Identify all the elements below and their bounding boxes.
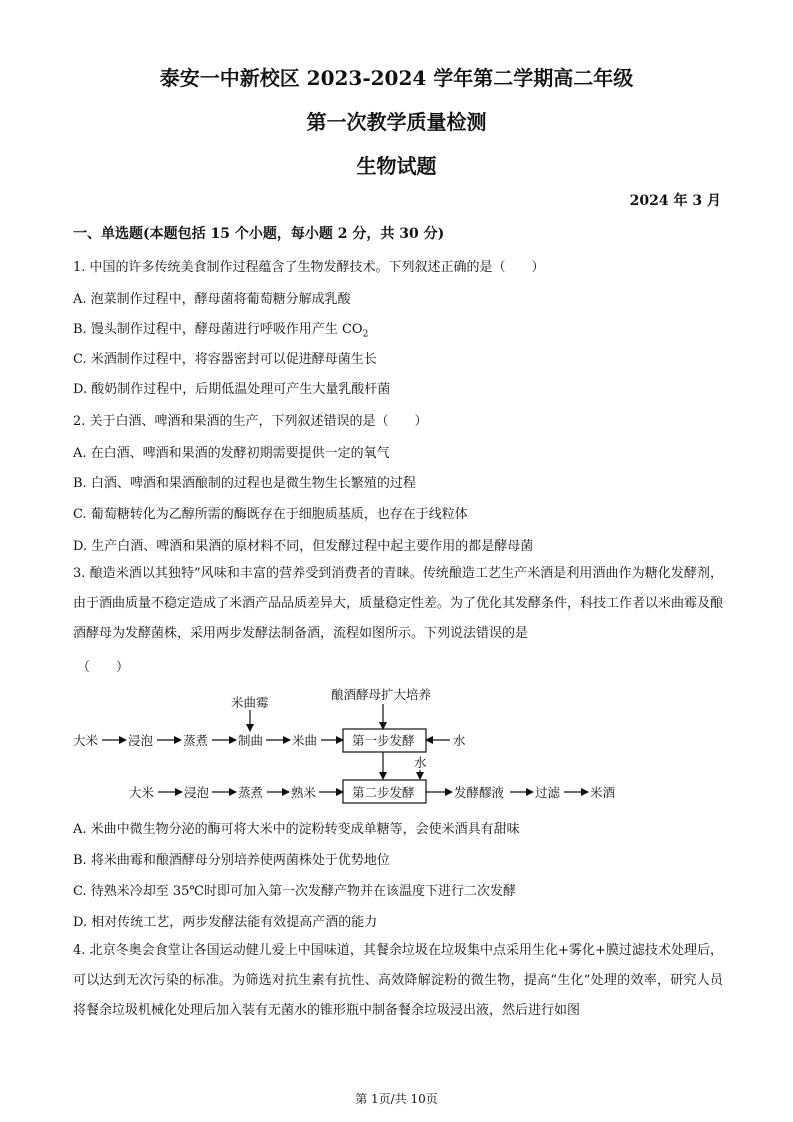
box-second-fermentation: 第二步发酵 [352,785,415,800]
question-3-option-c: C. 待熟米冷却至 35℃时即可加入第一次发酵产物并在该温度下进行二次发酵 [73,884,516,899]
question-3-option-b: B. 将米曲霉和酿酒酵母分别培养使两菌株处于优势地位 [73,853,390,868]
row2-step: 浸泡 [184,785,210,800]
row1-step: 浸泡 [128,733,154,748]
row2-step: 蒸煮 [238,785,264,800]
question-3-option-d: D. 相对传统工艺，两步发酵法能有效提高产酒的能力 [73,915,378,930]
question-2-option-a: A. 在白酒、啤酒和果酒的发酵初期需要提供一定的氧气 [73,446,390,461]
question-3-option-a: A. 米曲中微生物分泌的酶可将大米中的淀粉转变成单糖等，会使米酒具有甜味 [73,822,520,837]
exam-date: 2024 年 3 月 [629,193,721,209]
question-1-stem: 1. 中国的许多传统美食制作过程蕴含了生物发酵技术。下列叙述正确的是（ ） [73,260,545,275]
question-2-option-b: B. 白酒、啤酒和果酒酿制的过程也是微生物生长繁殖的过程 [73,476,416,491]
question-1-option-c: C. 米酒制作过程中，将容器密封可以促进酵母菌生长 [73,352,377,367]
question-1-option-a: A. 泡菜制作过程中，酵母菌将葡萄糖分解成乳酸 [73,292,351,307]
row1-step: 大米 [73,733,99,748]
question-2-option-c: C. 葡萄糖转化为乙醇所需的酶既存在于细胞质基质，也存在于线粒体 [73,507,468,522]
subject-title: 生物试题 [356,154,437,178]
row1-step: 米曲 [292,733,318,748]
subscript: 2 [362,329,369,340]
row2-step: 熟米 [291,785,317,800]
label-yeast-culture: 酿酒酵母扩大培养 [331,687,432,702]
row2-step: 米酒 [590,785,616,800]
page-number: 第 1页/共 10页 [355,1092,438,1106]
row1-step: 制曲 [238,733,264,748]
question-2-option-d: D. 生产白酒、啤酒和果酒的原材料不同，但发酵过程中起主要作用的都是酵母菌 [73,539,534,554]
section-heading: 一、单选题(本题包括 15 个小题，每小题 2 分，共 30 分) [73,226,445,242]
question-3-stem: 3. 酿造米酒以其独特”风味和丰富的营养受到消费者的青睐。传统酿造工艺生产米酒是利用酒曲作为糖化发酵剂，由于酒曲质量不稳定造成了米酒产品品质差异大，质量稳定性差。为了优化其发酵条件，科技工作者以米曲霉及酿酒酵母为发酵菌株，采用两步发酵法制备酒，流程如图所示。下列说法错误的是 [73,566,724,641]
box-first-fermentation: 第一步发酵 [352,733,415,748]
label-water-2: 水 [414,755,427,770]
option-b-text: B. 馒头制作过程中，酵母菌进行呼吸作用产生 CO [73,322,363,337]
page-title: 泰安一中新校区 2023-2024 学年第二学期高二年级 [159,66,634,90]
row1-step: 蒸煮 [183,733,209,748]
label-water-1: 水 [453,733,466,748]
question-2-stem: 2. 关于白酒、啤酒和果酒的生产，下列叙述错误的是（ ） [73,414,428,429]
question-1-option-d: D. 酸奶制作过程中，后期低温处理可产生大量乳酸杆菌 [73,382,391,397]
row2-step: 过滤 [535,785,561,800]
row2-step: 发酵醪液 [454,785,505,800]
label-aspergillus: 米曲霉 [231,695,269,710]
question-4-stem: 4. 北京冬奥会食堂让各国运动健儿爱上中国味道，其餐余垃圾在垃圾集中点采用生化+雾化+膜过滤技术处理后，可以达到无次污染的标准。为筛选对抗生素有抗性、高效降解淀粉的微生物，提高“生化”处理的效率，研究人员将餐余垃圾机械化处理后加入装有无菌水的锥形瓶中制备餐余垃圾浸出液，然后进行如图 [73,943,723,1018]
row2-step: 大米 [129,785,155,800]
page-subtitle: 第一次教学质量检测 [306,110,487,134]
question-3-paren: （ ） [77,660,130,675]
